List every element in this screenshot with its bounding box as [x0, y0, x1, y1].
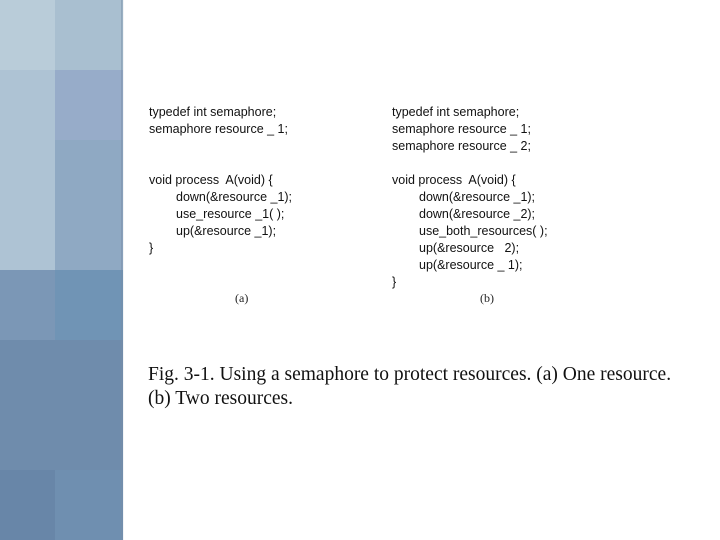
code-line [392, 155, 548, 172]
code-line: up(&resource _ 1); [419, 258, 523, 272]
caption-line: (b) Two resources. [148, 388, 294, 409]
code-panel-a [149, 104, 292, 257]
strip-edge-shadow [121, 0, 124, 540]
code-line: } [149, 241, 154, 255]
code-line: semaphore resource _ 2; [392, 139, 531, 153]
code-line: up(&resource 2); [419, 241, 520, 255]
strip-tile [55, 470, 123, 540]
panel-b-label: (b) [480, 291, 494, 305]
code-line: use_resource _1( ); [176, 207, 285, 221]
code-line: typedef int semaphore; [392, 105, 520, 119]
code-line: down(&resource _1); [176, 190, 293, 204]
figure-caption [148, 363, 718, 411]
strip-tile [0, 470, 55, 540]
strip-tile [55, 70, 123, 140]
code-line: void process A(void) { [149, 173, 273, 187]
panel-a-label: (a) [235, 291, 249, 305]
code-line: down(&resource _1); [419, 190, 536, 204]
strip-tile [55, 270, 123, 340]
code-line: down(&resource _2); [419, 207, 536, 221]
strip-tile [0, 270, 55, 340]
code-line: void process A(void) { [392, 173, 516, 187]
decorative-side-strip [0, 0, 123, 540]
code-line: typedef int semaphore; [149, 105, 277, 119]
strip-tile [55, 0, 123, 70]
strip-tile [0, 0, 55, 70]
strip-tile [0, 70, 55, 270]
code-line [149, 155, 292, 172]
code-line [149, 138, 292, 155]
strip-tile [0, 340, 123, 470]
strip-tile [55, 140, 123, 270]
code-line: } [392, 275, 397, 289]
caption-line: Fig. 3-1. Using a semaphore to protect resources. (a) One resource. [148, 364, 672, 385]
code-line: use_both_resources( ); [419, 224, 548, 238]
code-line: semaphore resource _ 1; [392, 122, 531, 136]
code-line: semaphore resource _ 1; [149, 122, 288, 136]
code-panel-b [392, 104, 548, 291]
code-line: up(&resource _1); [176, 224, 277, 238]
